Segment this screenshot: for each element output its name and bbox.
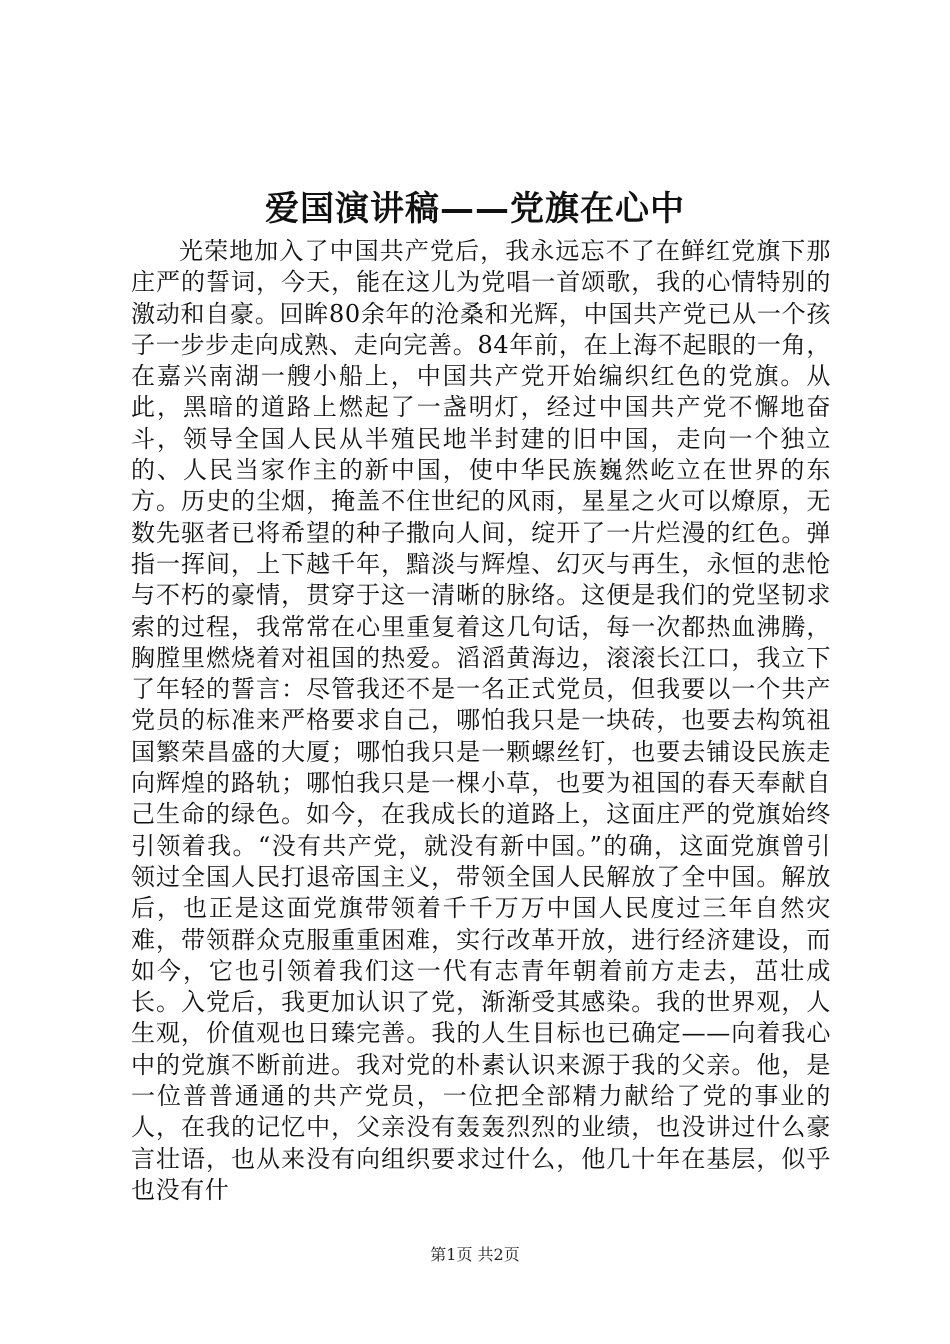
page-footer: 第1页 共2页 — [430, 1245, 520, 1264]
document-title: 爱国演讲稿——党旗在心中 — [265, 189, 685, 229]
document-body-paragraph: 光荣地加入了中国共产党后，我永远忘不了在鲜红党旗下那庄严的誓词，今天，能在这儿为党唱一首颂歌，我的心情特别的激动和自豪。回眸80余年的沧桑和光辉，中国共产党已从一个孩子一步步走向成熟、走向完善。84年前，在上海不起眼的一角，在嘉兴南湖一艘小船上，中国共产党开始编织红色的党旗。从此，黑暗的道路上燃起了一盏明灯，经过中国共产党不懈地奋斗，领导全国人民从半殖民地半封建的旧中国，走向一个独立的、人民当家作主的新中国，使中华民族巍然屹立在世界的东方。历史的尘烟，掩盖不住世纪的风雨，星星之火可以燎原，无数先驱者已将希望的种子撒向人间，绽开了一片烂漫的红色。弹指一挥间，上下越千年，黯淡与辉煌、幻灭与再生，永恒的悲怆与不朽的豪情，贯穿于这一清晰的脉络。这便是我们的党坚韧求索的过程，我常常在心里重复着这几句话，每一次都热血沸腾，胸膛里燃烧着对祖国的热爱。滔滔黄海边，滚滚长江口，我立下了年轻的誓言：尽管我还不是一名正式党员，但我要以一个共产党员的标准来严格要求自己，哪怕我只是一块砖，也要去构筑祖国繁荣昌盛的大厦；哪怕我只是一颗螺丝钉，也要去铺设民族走向辉煌的路轨；哪怕我只是一棵小草，也要为祖国的春天奉献自己生命的绿色。如今，在我成长的道路上，这面庄严的党旗始终引领着我。“没有共产党，就没有新中国。”的确，这面党旗曾引领过全国人民打退帝国主义，带领全国人民解放了全中国。解放后，也正是这面党旗带领着千千万万中国人民度过三年自然灾难，带领群众克服重重困难，实行改革开放，进行经济建设，而如今，它也引领着我们这一代有志青年朝着前方走去，茁壮成长。入党后，我更加认识了党，渐渐受其感染。我的世界观，人生观，价值观也日臻完善。我的人生目标也已确定——向着我心中的党旗不断前进。我对党的朴素认识来源于我的父亲。他，是一位普普通通的共产党员，一位把全部精力献给了党的事业的人，在我的记忆中，父亲没有轰轰烈烈的业绩，也没讲过什么豪言壮语，也从来没有向组织要求过什么，他几十年在基层，似乎也没有什 — [131, 237, 831, 1204]
